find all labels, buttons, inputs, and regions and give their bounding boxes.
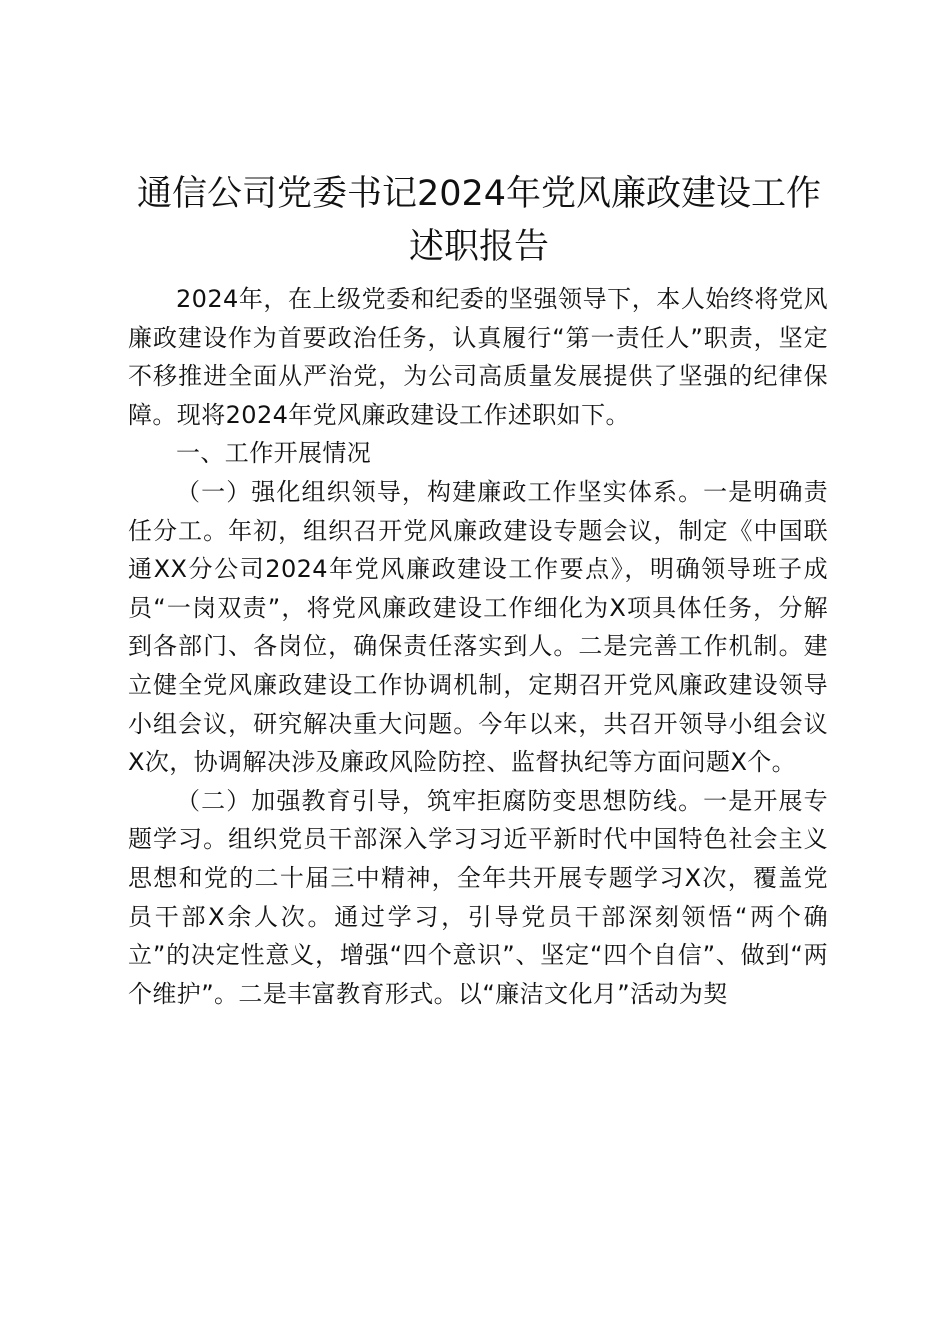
document-body <box>128 280 828 1013</box>
section-heading: 一、工作开展情况 <box>176 439 372 468</box>
body-paragraph: （一）强化组织领导，构建廉政工作坚实体系。一是明确责任分工。年初，组织召开党风廉政建设专题会议，制定《中国联通XX分公司2024年党风廉政建设工作要点》，明确领导班子成员“一岗双责”，将党风廉政建设工作细化为X项具体任务，分解到各部门、各岗位，确保责任落实到人。二是完善工作机制。建立健全党风廉政建设工作协调机制，定期召开党风廉政建设领导小组会议，研究解决重大问题。今年以来，共召开领导小组会议X次，协调解决涉及廉政风险防控、监督执纪等方面问题X个。 <box>128 477 828 777</box>
body-paragraph: （二）加强教育引导，筑牢拒腐防变思想防线。一是开展专题学习。组织党员干部深入学习习近平新时代中国特色社会主义思想和党的二十届三中精神，全年共开展专题学习X次，覆盖党员干部X余人次。通过学习，引导党员干部深刻领悟“两个确立”的决定性意义，增强“四个意识”、坚定“四个自信”、做到“两个维护”。二是丰富教育形式。以“廉洁文化月”活动为契 <box>128 786 828 1008</box>
document-title <box>120 168 838 274</box>
title-line-1: 通信公司党委书记2024年党风廉政建设工作 <box>136 174 822 214</box>
title-line-2: 述职报告 <box>408 227 549 267</box>
intro-paragraph: 2024年，在上级党委和纪委的坚强领导下，本人始终将党风廉政建设作为首要政治任务，认真履行“第一责任人”职责，坚定不移推进全面从严治党，为公司高质量发展提供了坚强的纪律保障。现将2024年党风廉政建设工作述职如下。 <box>128 285 828 429</box>
